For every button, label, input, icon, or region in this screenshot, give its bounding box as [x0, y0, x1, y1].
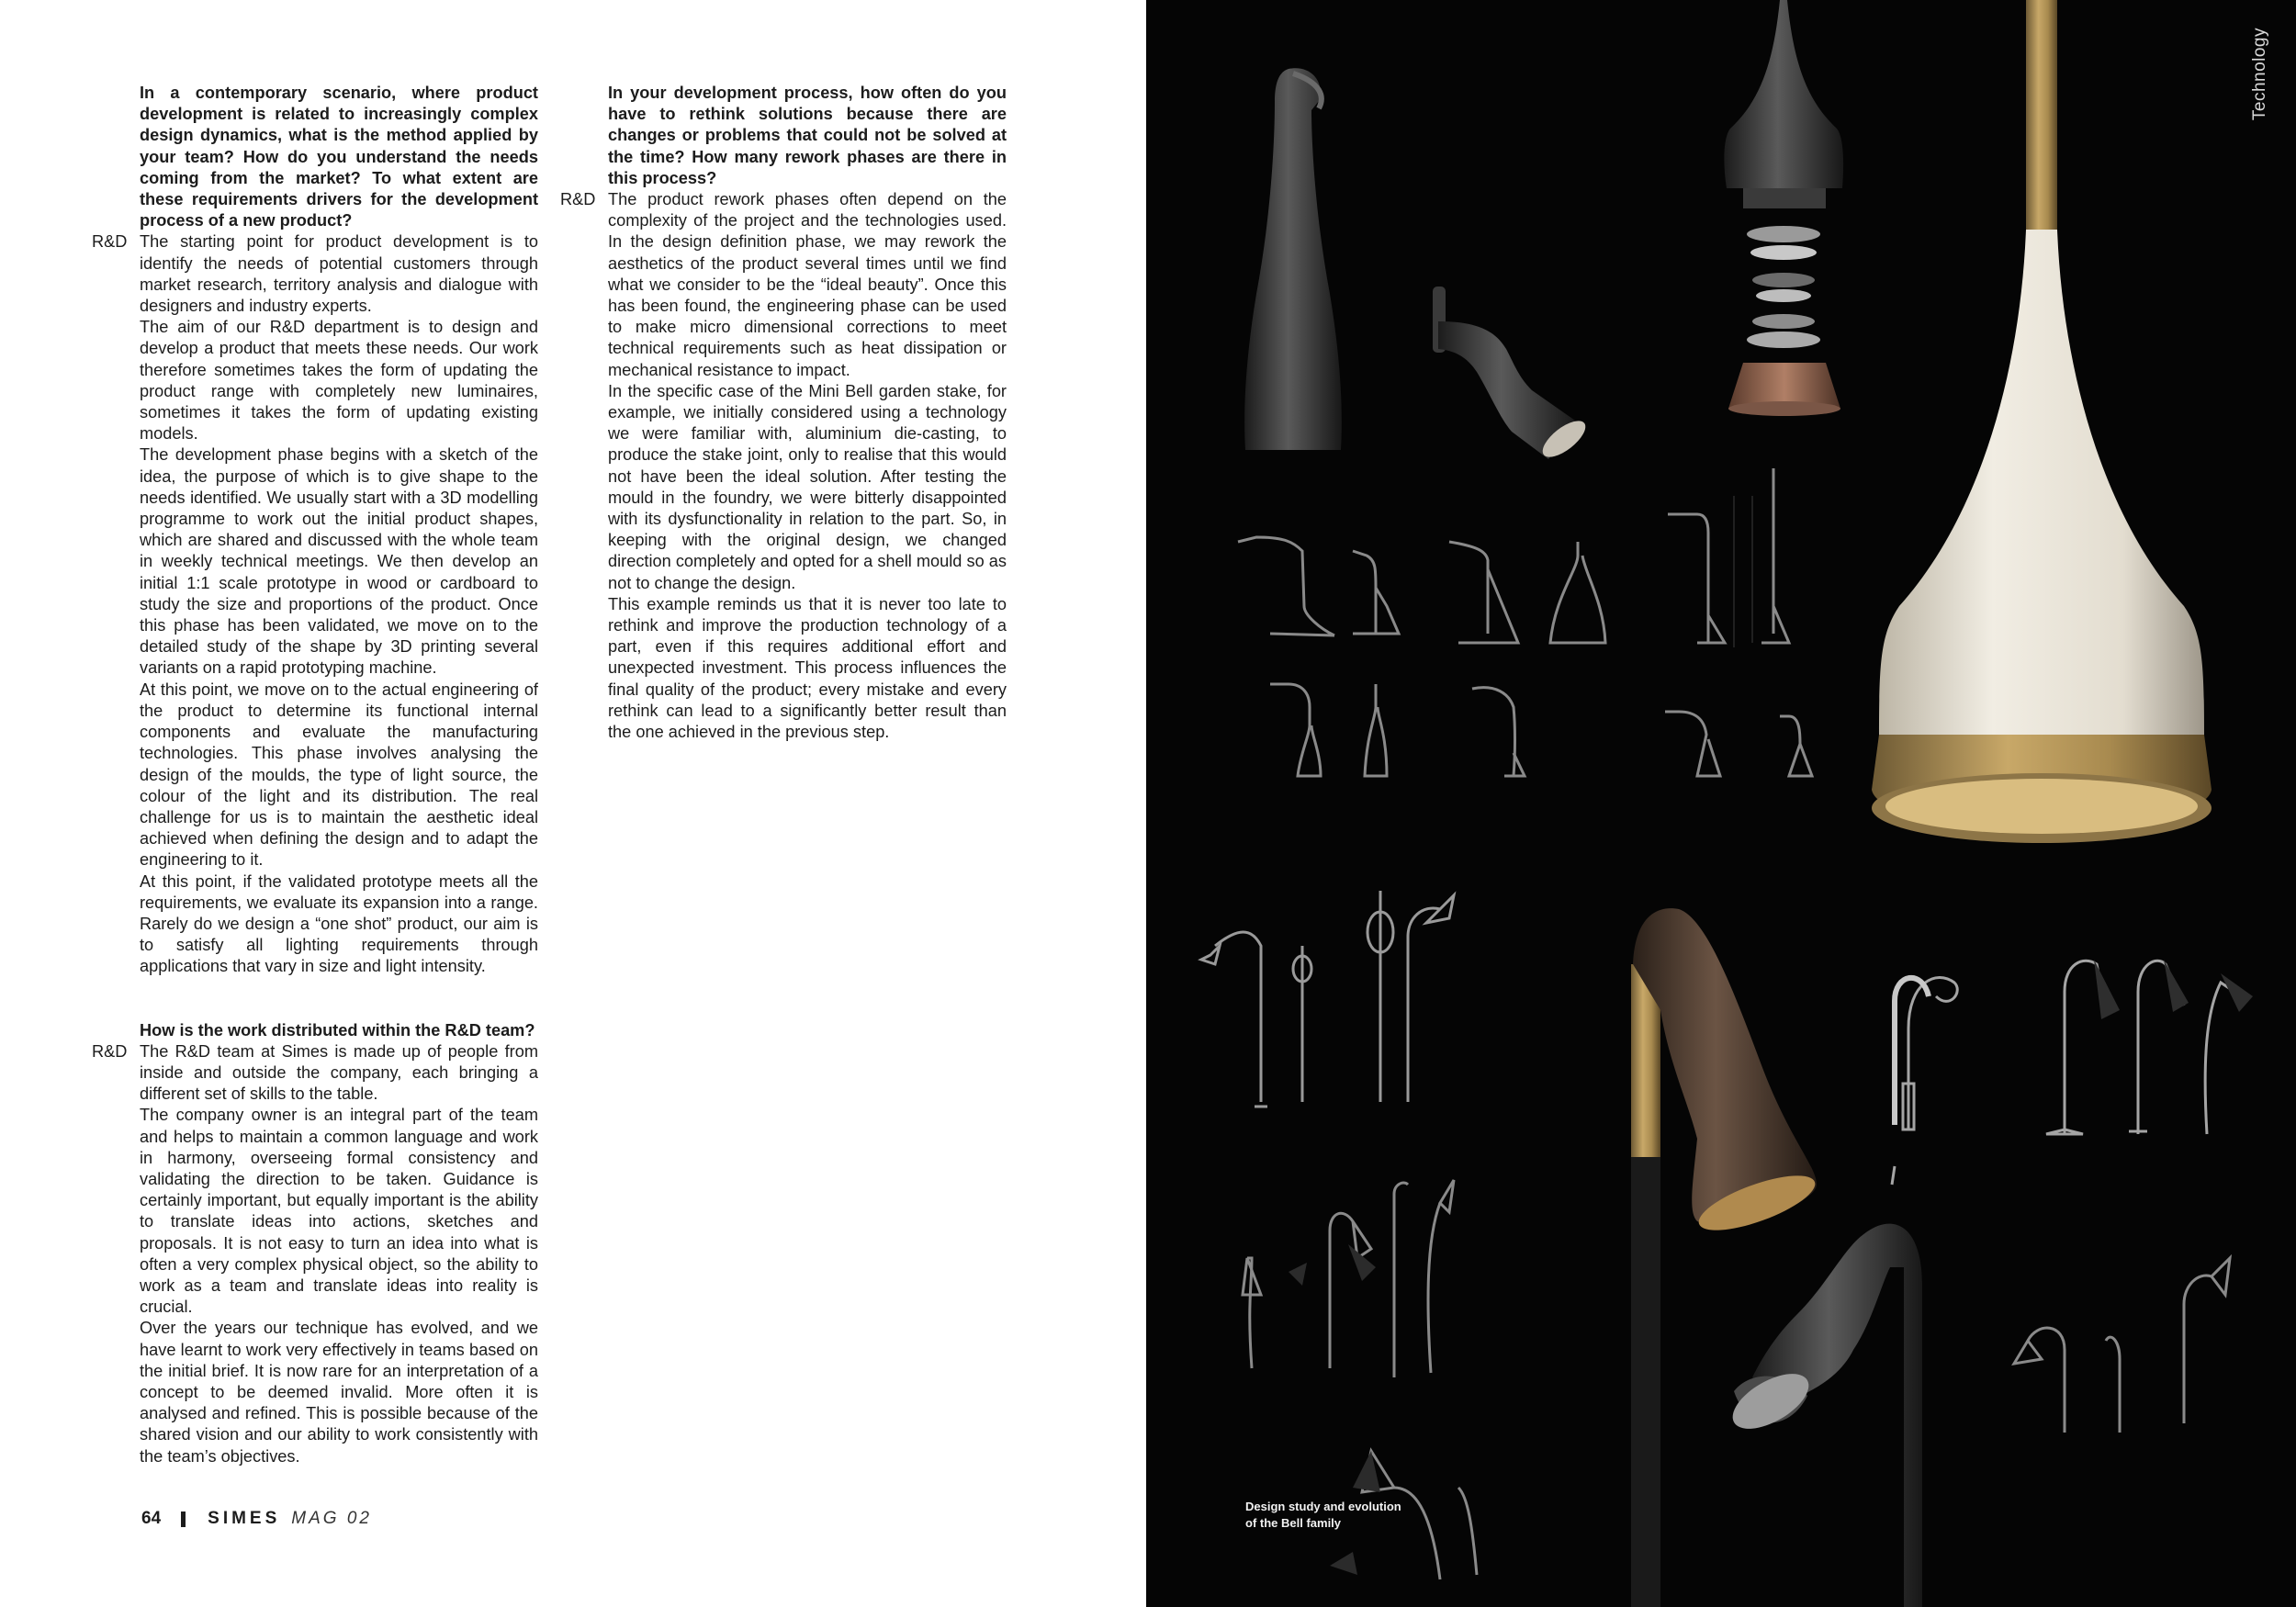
exploded-view	[1724, 0, 1843, 416]
sketch-row-1	[1238, 468, 1789, 643]
answer-paragraph: At this point, if the validated prototype meets all the requirements, we evaluate its expansion into a range. Rarely do we design a “one shot” product, our aim is to satisfy all lighting requirements through applications that vary in size and light intensity.	[140, 871, 538, 976]
question-3: In your development process, how often do you have to rethink solutions because there are changes or problems that could not be solved at the time? How many rework phases are there in this process?	[608, 84, 1007, 187]
answer-paragraph: The company owner is an integral part of the team and helps to maintain a common language and work in harmony, overseeing formal consistency and validating the direction to be taken. Guidance is certainly important, but equally important is the ability to translate ideas into actions, sketches and proposals. It is not easy to turn an idea into what is often a very complex physical object, so the ability to work as a team and translate ideas into reality is crucial.	[140, 1106, 538, 1317]
answer-paragraph: In the specific case of the Mini Bell garden stake, for example, we initially considered using a technology we were familiar with, aluminium die-casting, to produce the stake joint, only to realise that this would not have been the ideal solution. After testing the mould in the foundry, we were bitterly disappointed with its dysfunctionality in relation to the part. So, in keeping with the original design, we changed direction completely and opted for a shell mould so as not to change the design.	[608, 381, 1007, 592]
answer-paragraph: The R&D team at Simes is made up of people from inside and outside the company, each bringing a different set of skills to the table.	[140, 1041, 538, 1104]
answer-paragraph: The development phase begins with a sketch of the idea, the purpose of which is to give shape to the needs identified. We usually start with a 3D modelling programme to work out the initial product shapes, which are shared and discussed with the whole team in weekly technical meetings. We then develop an initial 1:1 scale prototype in wood or cardboard to study the size and proportions of the product. Once this phase has been validated, we move on to the detailed study of the shape by 3D printing several variants on a rapid prototyping machine.	[140, 445, 538, 678]
answer-3	[560, 189, 1007, 743]
text-column-2	[560, 83, 1007, 743]
page-footer	[141, 1509, 372, 1529]
dark-bottle-lamp	[1244, 68, 1342, 450]
question-1: In a contemporary scenario, where product development is related to increasingly complex design dynamics, what is the method applied by your team? How do you understand the needs coming from the market? To what extent are these requirements drivers for the development process of a new product?	[140, 84, 538, 230]
answer-paragraph: At this point, we move on to the actual engineering of the product to determine its functional internal components and evaluate the manufacturing technologies. This phase involves analysing the design of the moulds, the type of light source, the colour of the light and its distribution. The real challenge for us is to maintain the aesthetic ideal achieved when defining the design and to adapt the engineering to it.	[140, 680, 538, 870]
sketch-row-4	[1892, 961, 2248, 1185]
issue-label: MAG 02	[291, 1509, 372, 1528]
small-bell-heads	[2094, 960, 2253, 1019]
caption-line: of the Bell family	[1245, 1516, 1342, 1530]
answer-paragraph: The product rework phases often depend on the complexity of the project and the technologies used. In the design definition phase, we may rework the aesthetics of the product several times until we find what we consider to be the “ideal beauty”. Once this has been found, the engineering phase can be used to make micro dimensional corrections to meet technical requirements such as heat dissipation or mechanical resistance to impact.	[608, 190, 1007, 379]
caption-line: Design study and evolution	[1245, 1500, 1401, 1513]
garden-bell-lamp	[1724, 1224, 1922, 1607]
answer-label: R&D	[560, 190, 596, 209]
bell-family-illustration	[1146, 0, 2296, 1607]
text-column-1	[92, 83, 538, 1467]
answer-label: R&D	[92, 232, 128, 252]
white-pendant-lamp	[1872, 0, 2212, 843]
answer-paragraph: This example reminds us that it is never too late to rethink and improve the production technology of a part, even if this requires additional effort and unexpected investment. This process influences the final quality of the product; every mistake and every rethink can lead to a significantly better result than the one achieved in the previous step.	[608, 594, 1007, 742]
brand-name: SIMES	[208, 1509, 281, 1528]
question-2: How is the work distributed within the R&D team?	[140, 1020, 535, 1039]
section-label: Technology	[2250, 28, 2269, 121]
footer-divider	[181, 1511, 186, 1527]
answer-paragraph: The starting point for product development is to identify the needs of potential customers through market research, territory analysis and dialogue with designers and industry experts.	[140, 232, 538, 316]
wall-bell-lamp	[1433, 287, 1591, 464]
answer-paragraph: Over the years our technique has evolved, and we have learnt to work very effectively in teams based on the initial brief. It is now rare for an interpretation of a concept to be deemed invalid. More often it is analysed and refined. This is possible because of the shared vision and our ability to work consistently with the team’s objectives.	[140, 1319, 538, 1466]
guide-lines	[1734, 496, 1752, 647]
sketch-row-2	[1270, 684, 1812, 776]
photo-caption	[1245, 1499, 1401, 1532]
page-number: 64	[141, 1509, 162, 1528]
sketch-row-3	[1201, 891, 1454, 1107]
answer-1	[92, 231, 538, 977]
answer-label: R&D	[92, 1041, 128, 1061]
photo-page	[1146, 0, 2296, 1607]
answer-2	[92, 1041, 538, 1467]
left-page	[0, 0, 1146, 1607]
answer-paragraph: The aim of our R&D department is to design and develop a product that meets these needs. Our work therefore sometimes takes the form of updating the product range with completely new luminaires, sometimes it takes the form of updating existing models.	[140, 318, 538, 444]
bronze-standing-lamp	[1631, 908, 1821, 1607]
